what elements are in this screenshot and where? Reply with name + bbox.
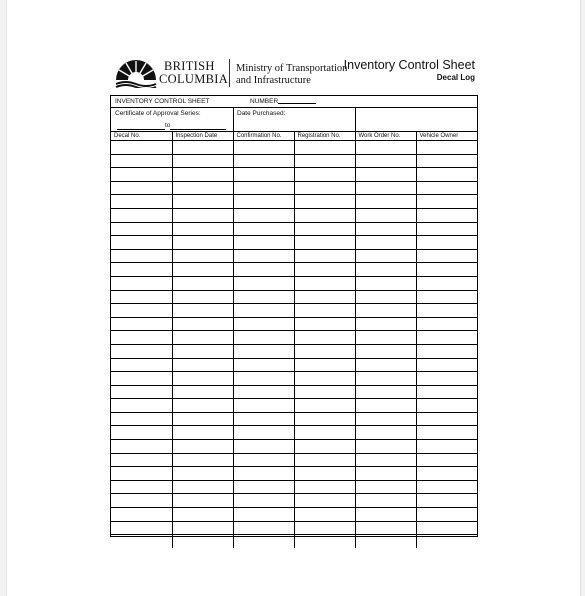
table-cell[interactable] (294, 181, 355, 195)
table-cell[interactable] (172, 521, 233, 535)
table-cell[interactable] (172, 372, 233, 386)
table-row (111, 521, 477, 535)
table-cell[interactable] (111, 154, 172, 168)
table-cell[interactable] (416, 344, 477, 358)
table-cell[interactable] (233, 535, 294, 548)
table-cell[interactable] (355, 331, 416, 345)
table-cell[interactable] (233, 208, 294, 222)
series-to-blank[interactable] (170, 122, 226, 130)
table-cell[interactable] (355, 453, 416, 467)
table-cell[interactable] (233, 168, 294, 182)
table-cell[interactable] (416, 399, 477, 413)
table-cell[interactable] (294, 535, 355, 548)
table-cell[interactable] (355, 412, 416, 426)
table-cell[interactable] (294, 317, 355, 331)
table-cell[interactable] (172, 331, 233, 345)
inventory-sheet-label: INVENTORY CONTROL SHEET (115, 98, 210, 105)
table-cell[interactable] (111, 304, 172, 318)
table-cell[interactable] (172, 480, 233, 494)
table-cell[interactable] (416, 168, 477, 182)
column-registration-no: Registration No. (294, 132, 355, 141)
table-row (111, 494, 477, 508)
table-cell[interactable] (111, 195, 172, 209)
table-cell[interactable] (294, 372, 355, 386)
table-cell[interactable] (416, 467, 477, 481)
table-cell[interactable] (233, 480, 294, 494)
table-cell[interactable] (172, 535, 233, 548)
table-cell[interactable] (294, 222, 355, 236)
table-cell[interactable] (355, 276, 416, 290)
table-cell[interactable] (294, 521, 355, 535)
table-cell[interactable] (233, 154, 294, 168)
date-purchased-label: Date Purchased: (237, 110, 286, 117)
table-cell[interactable] (233, 249, 294, 263)
table-cell[interactable] (416, 236, 477, 250)
table-cell[interactable] (416, 141, 477, 155)
table-cell[interactable] (355, 168, 416, 182)
number-field[interactable] (250, 96, 316, 107)
table-cell[interactable] (294, 344, 355, 358)
table-cell[interactable] (294, 290, 355, 304)
table-cell[interactable] (233, 317, 294, 331)
form-details-row (111, 108, 477, 132)
table-cell[interactable] (416, 494, 477, 508)
table-cell[interactable] (355, 236, 416, 250)
table-cell[interactable] (233, 385, 294, 399)
table-cell[interactable] (294, 168, 355, 182)
table-cell[interactable] (172, 290, 233, 304)
table-cell[interactable] (233, 344, 294, 358)
table-cell[interactable] (172, 168, 233, 182)
table-cell[interactable] (355, 358, 416, 372)
table-cell[interactable] (294, 467, 355, 481)
table-cell[interactable] (111, 141, 172, 155)
table-cell[interactable] (294, 358, 355, 372)
table-row (111, 426, 477, 440)
table-cell[interactable] (111, 236, 172, 250)
organization-name (159, 60, 228, 86)
table-cell[interactable] (355, 317, 416, 331)
table-cell[interactable] (172, 141, 233, 155)
table-cell[interactable] (111, 331, 172, 345)
table-cell[interactable] (172, 317, 233, 331)
table-cell[interactable] (416, 385, 477, 399)
table-cell[interactable] (233, 453, 294, 467)
number-label: NUMBER (250, 98, 279, 105)
table-cell[interactable] (355, 181, 416, 195)
table-cell[interactable] (355, 290, 416, 304)
table-cell[interactable] (111, 276, 172, 290)
table-cell[interactable] (355, 249, 416, 263)
table-cell[interactable] (233, 331, 294, 345)
table-cell[interactable] (355, 154, 416, 168)
table-cell[interactable] (172, 440, 233, 454)
document-subtitle: Decal Log (436, 73, 475, 82)
table-cell[interactable] (172, 304, 233, 318)
table-cell[interactable] (233, 372, 294, 386)
table-cell[interactable] (233, 222, 294, 236)
table-cell[interactable] (416, 276, 477, 290)
table-cell[interactable] (416, 195, 477, 209)
table-cell[interactable] (416, 480, 477, 494)
table-cell[interactable] (233, 494, 294, 508)
table-body (111, 141, 477, 548)
organization-name-line2: COLUMBIA (159, 72, 229, 86)
table-cell[interactable] (233, 358, 294, 372)
column-confirmation-no: Confirmation No. (233, 132, 294, 141)
table-cell[interactable] (233, 195, 294, 209)
table-cell[interactable] (294, 141, 355, 155)
table-cell[interactable] (111, 453, 172, 467)
table-cell[interactable] (172, 181, 233, 195)
table-row (111, 249, 477, 263)
table-cell[interactable] (111, 263, 172, 277)
table-cell[interactable] (355, 385, 416, 399)
table-cell[interactable] (111, 249, 172, 263)
table-cell[interactable] (416, 331, 477, 345)
table-cell[interactable] (111, 385, 172, 399)
table-cell[interactable] (294, 508, 355, 522)
series-from-blank[interactable] (117, 122, 165, 130)
table-cell[interactable] (111, 521, 172, 535)
header-divider (229, 59, 230, 87)
table-row (111, 276, 477, 290)
table-cell[interactable] (416, 426, 477, 440)
table-cell[interactable] (111, 412, 172, 426)
table-cell[interactable] (355, 521, 416, 535)
table-row (111, 331, 477, 345)
table-cell[interactable] (111, 480, 172, 494)
table-cell[interactable] (294, 385, 355, 399)
table-header-row (111, 132, 477, 141)
table-cell[interactable] (355, 263, 416, 277)
table-row (111, 236, 477, 250)
table-cell[interactable] (294, 399, 355, 413)
table-row (111, 317, 477, 331)
table-row (111, 535, 477, 548)
table-cell[interactable] (111, 290, 172, 304)
table-cell[interactable] (294, 208, 355, 222)
table-cell[interactable] (416, 508, 477, 522)
table-cell[interactable] (294, 331, 355, 345)
table-row (111, 399, 477, 413)
table-cell[interactable] (416, 181, 477, 195)
table-cell[interactable] (233, 276, 294, 290)
table-cell[interactable] (233, 181, 294, 195)
table-cell[interactable] (172, 249, 233, 263)
table-cell[interactable] (355, 208, 416, 222)
table-cell[interactable] (355, 426, 416, 440)
table-cell[interactable] (233, 440, 294, 454)
table-cell[interactable] (416, 317, 477, 331)
table-cell[interactable] (111, 317, 172, 331)
table-row (111, 412, 477, 426)
table-cell[interactable] (294, 263, 355, 277)
table-cell[interactable] (233, 141, 294, 155)
table-row (111, 141, 477, 155)
table-cell[interactable] (111, 222, 172, 236)
table-cell[interactable] (233, 467, 294, 481)
table-cell[interactable] (416, 372, 477, 386)
table-cell[interactable] (416, 440, 477, 454)
table-cell[interactable] (111, 440, 172, 454)
table-row (111, 440, 477, 454)
table-cell[interactable] (233, 304, 294, 318)
table-cell[interactable] (355, 304, 416, 318)
table-row (111, 304, 477, 318)
table-cell[interactable] (416, 222, 477, 236)
table-cell[interactable] (355, 372, 416, 386)
table-cell[interactable] (355, 508, 416, 522)
table-cell[interactable] (294, 440, 355, 454)
table-cell[interactable] (416, 412, 477, 426)
table-cell[interactable] (111, 508, 172, 522)
table-cell[interactable] (416, 304, 477, 318)
table-cell[interactable] (416, 263, 477, 277)
table-row (111, 453, 477, 467)
number-blank[interactable] (278, 96, 316, 104)
table-cell[interactable] (416, 535, 477, 548)
table-row (111, 154, 477, 168)
table-cell[interactable] (355, 494, 416, 508)
table-cell[interactable] (172, 399, 233, 413)
table-cell[interactable] (355, 535, 416, 548)
table-cell[interactable] (111, 399, 172, 413)
table-row (111, 467, 477, 481)
table-cell[interactable] (294, 249, 355, 263)
table-cell[interactable] (294, 154, 355, 168)
table-cell[interactable] (172, 208, 233, 222)
table-cell[interactable] (355, 480, 416, 494)
table-cell[interactable] (172, 385, 233, 399)
table-cell[interactable] (172, 222, 233, 236)
table-row (111, 385, 477, 399)
table-cell[interactable] (355, 222, 416, 236)
table-row (111, 181, 477, 195)
table-cell[interactable] (416, 453, 477, 467)
table-cell[interactable] (294, 426, 355, 440)
table-cell[interactable] (233, 290, 294, 304)
certificate-series-label: Certificate of Approval Series: (115, 110, 201, 117)
table-cell[interactable] (294, 480, 355, 494)
table-cell[interactable] (355, 467, 416, 481)
table-cell[interactable] (111, 494, 172, 508)
table-cell[interactable] (172, 467, 233, 481)
table-cell[interactable] (416, 154, 477, 168)
table-cell[interactable] (172, 154, 233, 168)
ministry-name-line2: and Infrastructure (236, 74, 311, 86)
details-divider (233, 108, 234, 131)
table-cell[interactable] (416, 249, 477, 263)
table-cell[interactable] (172, 358, 233, 372)
table-cell[interactable] (111, 372, 172, 386)
column-work-order-no: Work Order No. (355, 132, 416, 141)
column-decal-no: Decal No. (111, 132, 172, 141)
table-cell[interactable] (416, 208, 477, 222)
table-row (111, 168, 477, 182)
table-cell[interactable] (111, 467, 172, 481)
form-header-row (111, 96, 477, 108)
table-cell[interactable] (172, 412, 233, 426)
table-cell[interactable] (172, 195, 233, 209)
table-row (111, 222, 477, 236)
decal-log-form (110, 95, 478, 537)
table-cell[interactable] (172, 426, 233, 440)
table-cell[interactable] (355, 195, 416, 209)
table-cell[interactable] (294, 494, 355, 508)
table-cell[interactable] (355, 344, 416, 358)
table-cell[interactable] (172, 344, 233, 358)
table-cell[interactable] (233, 508, 294, 522)
table-cell[interactable] (294, 236, 355, 250)
table-cell[interactable] (233, 399, 294, 413)
ministry-name (236, 63, 347, 86)
certificate-range-field[interactable] (117, 122, 226, 130)
table-row (111, 358, 477, 372)
table-row (111, 208, 477, 222)
table-cell[interactable] (172, 494, 233, 508)
table-cell[interactable] (355, 440, 416, 454)
table-row (111, 263, 477, 277)
table-row (111, 480, 477, 494)
column-vehicle-owner: Vehicle Owner (416, 132, 477, 141)
table-cell[interactable] (111, 426, 172, 440)
table-cell[interactable] (111, 358, 172, 372)
table-cell[interactable] (294, 304, 355, 318)
table-cell[interactable] (233, 263, 294, 277)
table-cell[interactable] (172, 236, 233, 250)
decal-log-table (111, 132, 477, 548)
table-cell[interactable] (233, 426, 294, 440)
table-cell[interactable] (355, 141, 416, 155)
table-cell[interactable] (111, 344, 172, 358)
to-label: to (165, 122, 171, 129)
bc-government-logo (115, 58, 157, 88)
table-row (111, 508, 477, 522)
table-cell[interactable] (111, 535, 172, 548)
table-cell[interactable] (416, 290, 477, 304)
table-cell[interactable] (111, 208, 172, 222)
table-cell[interactable] (416, 358, 477, 372)
details-divider (355, 108, 356, 131)
table-row (111, 372, 477, 386)
table-cell[interactable] (233, 236, 294, 250)
table-cell[interactable] (172, 508, 233, 522)
table-cell[interactable] (294, 195, 355, 209)
table-cell[interactable] (172, 453, 233, 467)
table-cell[interactable] (294, 412, 355, 426)
table-row (111, 344, 477, 358)
table-cell[interactable] (294, 453, 355, 467)
table-cell[interactable] (416, 521, 477, 535)
table-cell[interactable] (111, 181, 172, 195)
table-cell[interactable] (355, 399, 416, 413)
table-row (111, 195, 477, 209)
ministry-name-line1: Ministry of Transportation (236, 63, 348, 74)
table-cell[interactable] (172, 276, 233, 290)
document-title: Inventory Control Sheet (343, 58, 475, 72)
table-cell[interactable] (233, 521, 294, 535)
table-cell[interactable] (172, 263, 233, 277)
table-cell[interactable] (294, 276, 355, 290)
table-cell[interactable] (233, 412, 294, 426)
table-row (111, 290, 477, 304)
table-cell[interactable] (111, 168, 172, 182)
column-inspection-date: Inspection Date (172, 132, 233, 141)
organization-name-line1: BRITISH (164, 59, 215, 73)
